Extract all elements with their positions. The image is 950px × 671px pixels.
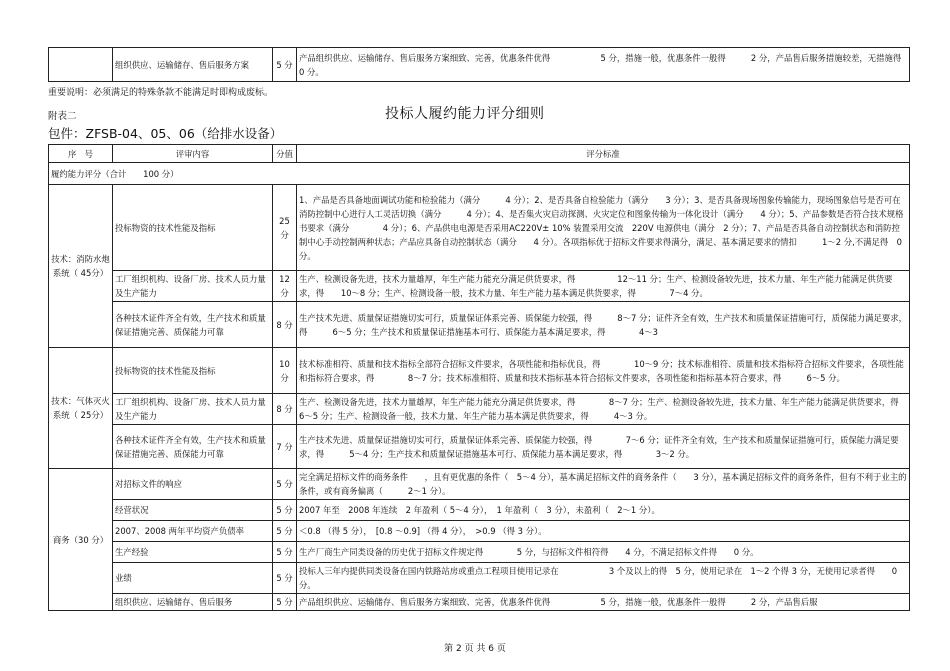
header-content: 评审内容 [113,145,273,163]
score-value: 7 分 [273,425,297,469]
review-item: 工厂组织机构、设备厂房、技术人员力量及生产能力 [113,394,273,425]
score-value: 5 分 [273,500,297,521]
group-name: 技术：气体灭火系统（ 25分） [49,348,113,469]
review-item: 工厂组织机构、设备厂房、技术人员力量及生产能力 [113,271,273,302]
section-row [49,163,910,185]
score-value: 5 分 [273,48,297,82]
table-row [49,563,910,594]
review-item: 投标物资的技术性能及指标 [113,185,273,271]
score-value: 12 分 [273,271,297,302]
appendix-label: 附表二 [48,111,77,122]
important-note: 重要说明：必须满足的特殊条款不能满足时即构成废标。 [48,88,274,98]
table-row [49,271,910,302]
scoring-criteria: 技术标准相符、质量和技术指标全部符合招标文件要求，各项性能和指标优良，得 10～9 分；技术标准相符、质量和技术指标符合招标文件要求，各项性能和指标符合要求，得 8～7 分；技术标准相符、质量和技术指标基本符合招标文件要求，各项性能和指标基本符合要求，得 6～5 分。 [297,348,910,394]
scoring-criteria: 1、产品是否具备地面调试功能和检验能力（满分 4 分）；2、是否具备自检验能力（满分 3 分）；3、是否具备现场图象传输能力，现场图象信号是否可在消防控制中心进行人工灵活切换（满分 4 分）；4、是否集火灾启动探测、火灾定位和图象传输为一体化设计（满分 4 分）；5、产品参数是否符合技术规格书要求（满分 4 分）；6、产品供电电源是否采用AC220V± 10% 装置采用交流 220V 电源供电（满分 2 分）；7、产品是否具备自动控制状态和消防控制中心手动控制两种状态；产品应具备自动控制状态（满分 4 分）。各项指标优于招标文件要求得满分，满足、基本满足要求的情扣 1～2 分,不满足得 0 分。 [297,185,910,271]
scoring-criteria: ＜0.8 （得 5 分）， [0.8 ～0.9] （得 4 分）， >0.9 （得 3 分）。 [297,521,910,542]
review-item: 2007、2008 两年平均资产负债率 [113,521,273,542]
score-value: 5 分 [273,563,297,594]
group-name: 商务（30 分） [49,469,113,611]
table-row [49,500,910,521]
scoring-criteria: 投标人三年内提供同类设备在国内铁路站房或重点工程项目使用记录在 3 个及以上的得 5 分，使用记录在 1～2 个得 3 分，无使用记录者得 0 分。 [297,563,910,594]
table-row [49,185,910,271]
document-title: 投标人履约能力评分细则 [385,106,545,122]
review-item: 经营状况 [113,500,273,521]
header-no: 序 号 [49,145,113,163]
score-value: 5 分 [273,469,297,500]
scoring-criteria: 产品组织供应、运输储存、售后服务方案细致、完善，优惠条件优得 5 分，措施一般，优惠条件一般得 2 分，产品售后服 [297,594,910,611]
previous-page-table [48,47,918,82]
score-value: 5 分 [273,542,297,563]
review-item: 投标物资的技术性能及指标 [113,348,273,394]
table-header-row [49,145,910,163]
score-value: 5 分 [273,521,297,542]
scoring-criteria: 完全满足招标文件的商务条件 ，且有更优惠的条件（ 5～4 分），基本满足招标文件的商务条件（ 3 分），基本满足招标文件的商务条件，但有不利于业主的条件，或有商务偏离（ 2～1 分）。 [297,469,910,500]
table-row [49,469,910,500]
scoring-criteria: 2007 年至 2008 年连续 2 年盈利（ 5～4 分）， 1 年盈利（ 3 分），未盈利（ 2～1 分）。 [297,500,910,521]
table-row [49,302,910,348]
score-value: 8 分 [273,302,297,348]
table-row [49,425,910,469]
table-row [49,542,910,563]
scoring-table [48,144,924,611]
header-score: 分值 [273,145,297,163]
scoring-criteria: 生产、检测设备先进，技术力量雄厚，年生产能力能充分满足供货要求，得 8～7 分；生产、检测设备较先进，技术力量、年生产能力能满足供货要求，得 6～5 分；生产、检测设备一般，技术力量、年生产能力基本满足供货要求，得 4～3 分。 [297,394,910,425]
review-item: 业绩 [113,563,273,594]
scoring-criteria: 生产、检测设备先进，技术力量雄厚，年生产能力能充分满足供货要求，得 12～11 分；生产、检测设备较先进，技术力量、年生产能力能满足供货要求，得 10～8 分；生产、检测设备一般，技术力量、年生产能力基本满足供货要求，得 7～4 分。 [297,271,910,302]
package-label: 包件：ZFSB-04、05、06（给排水设备） [48,126,283,141]
empty-cell [49,48,113,82]
review-item: 组织供应、运输储存、售后服务方案 [113,48,273,82]
review-item: 生产经验 [113,542,273,563]
table-row [49,521,910,542]
table-row [49,594,910,611]
score-value: 25 分 [273,185,297,271]
review-item: 各种技术证件齐全有效，生产技术和质量保证措施完善、质保能力可靠 [113,425,273,469]
page-footer: 第 2 页 共 6 页 [444,644,506,654]
scoring-criteria: 生产技术先进、质量保证措施切实可行，质量保证体系完善、质保能力较强，得 7～6 分；证件齐全有效，生产技术和质量保证措施可行，质保能力满足要求，得 5～4 分；生产技术和质量保证措施基本可行、质保能力基本满足要求，得 3～2 分。 [297,425,910,469]
table-row [49,394,910,425]
scoring-criteria: 生产技术先进、质量保证措施切实可行，质量保证体系完善、质保能力较强，得 8～7 分；证件齐全有效，生产技术和质量保证措施可行，质保能力满足要求，得 6～5 分；生产技术和质量保证措施基本可行、质保能力基本满足要求，得 4～3 [297,302,910,348]
review-item: 对招标文件的响应 [113,469,273,500]
score-value: 8 分 [273,394,297,425]
header-criteria: 评分标准 [297,145,910,163]
table-row [49,348,910,394]
review-item: 组织供应、运输储存、售后服务 [113,594,273,611]
section-title: 履约能力评分（合计 100 分） [49,163,910,185]
review-item: 各种技术证件齐全有效，生产技术和质量保证措施完善、质保能力可靠 [113,302,273,348]
table-row [49,48,910,82]
scoring-criteria: 生产厂商生产同类设备的历史优于招标文件规定得 5 分，与招标文件相符得 4 分，不满足招标文件得 0 分。 [297,542,910,563]
score-value: 10 分 [273,348,297,394]
group-name: 技术：消防水炮系统（ 45分） [49,185,113,348]
scoring-criteria: 产品组织供应、运输储存、售后服务方案细致、完善，优惠条件优得 5 分，措施一般，优惠条件一般得 2 分，产品售后服务措施较差，无措施得 0 分。 [297,48,910,82]
score-value: 5 分 [273,594,297,611]
